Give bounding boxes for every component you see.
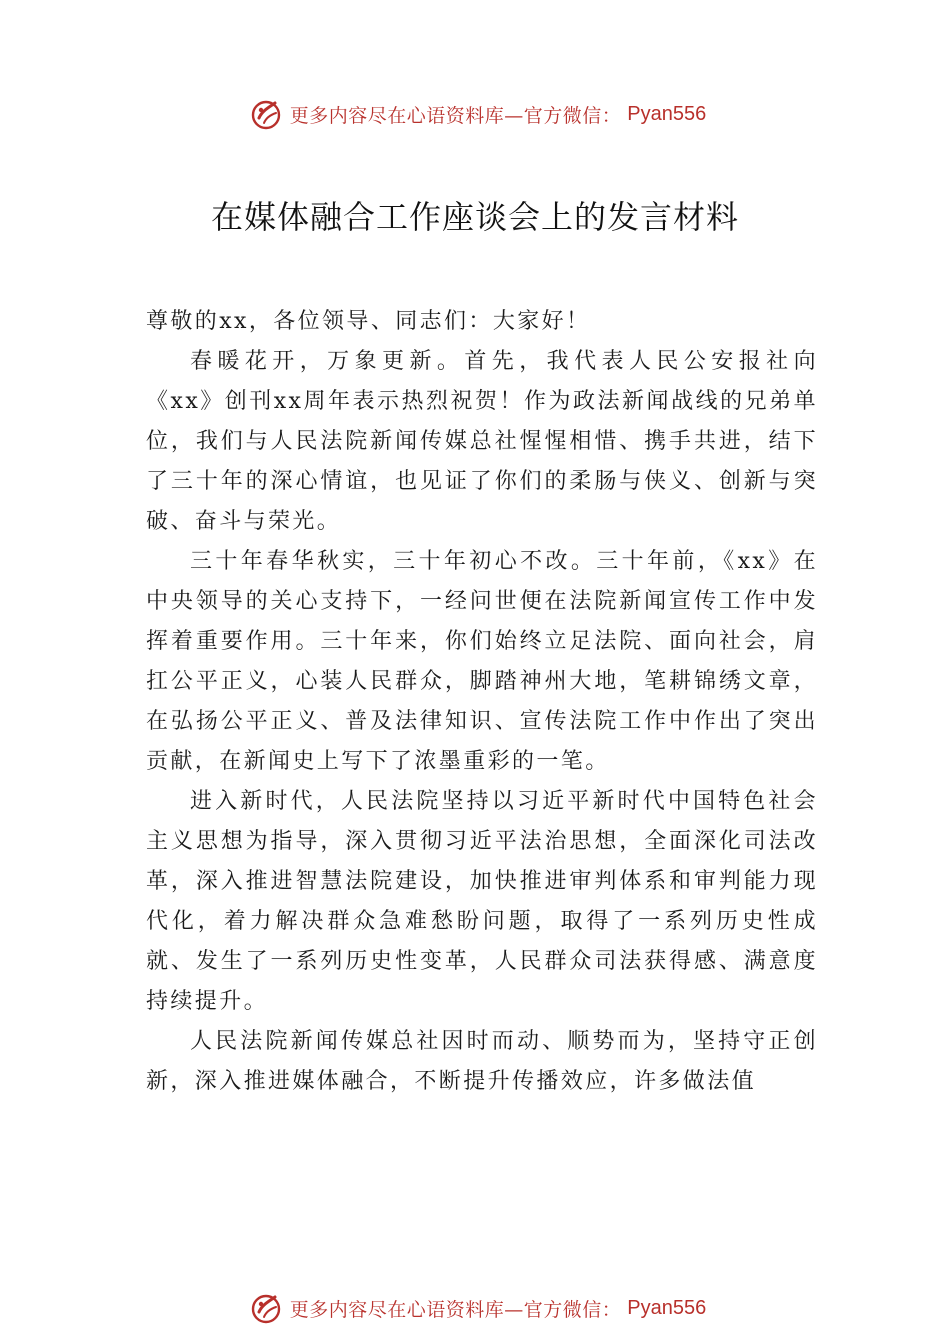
header-banner-inner [248, 96, 706, 132]
footer-wechat-id: Pyan556 [627, 1296, 707, 1319]
footer-banner [0, 1288, 950, 1328]
document-body [146, 302, 818, 1102]
footer-banner-text: 更多内容尽在心语资料库—官方微信： [289, 1298, 622, 1321]
paragraph-4: 人民法院新闻传媒总社因时而动、顺势而为，坚持守正创新，深入推进媒体融合，不断提升传播效应，许多做法值 [146, 1029, 818, 1094]
brush-heart-logo-icon [248, 96, 284, 132]
header-banner-text: 更多内容尽在心语资料库—官方微信： [289, 104, 622, 127]
paragraph-1: 春暖花开，万象更新。首先，我代表人民公安报社向《xx》创刊xx周年表示热烈祝贺！作为政法新闻战线的兄弟单位，我们与人民法院新闻传媒总社惺惺相惜、携手共进，结下了三十年的深心情谊，也见证了你们的柔肠与侠义、创新与突破、奋斗与荣光。 [146, 349, 818, 534]
document-title: 在媒体融合工作座谈会上的发言材料 [210, 198, 739, 236]
brush-heart-logo-icon [248, 1290, 284, 1326]
header-banner [0, 94, 950, 134]
salutation: 尊敬的xx，各位领导、同志们：大家好！ [146, 309, 591, 334]
paragraph-2: 三十年春华秋实，三十年初心不改。三十年前，《xx》在中央领导的关心支持下，一经问世便在法院新闻宣传工作中发挥着重要作用。三十年来，你们始终立足法院、面向社会，肩扛公平正义，心装人民群众，脚踏神州大地，笔耕锦绣文章，在弘扬公平正义、普及法律知识、宣传法院工作中作出了突出贡献，在新闻史上写下了浓墨重彩的一笔。 [146, 549, 818, 774]
header-wechat-id: Pyan556 [627, 102, 707, 125]
paragraph-3: 进入新时代，人民法院坚持以习近平新时代中国特色社会主义思想为指导，深入贯彻习近平法治思想，全面深化司法改革，深入推进智慧法院建设，加快推进审判体系和审判能力现代化，着力解决群众急难愁盼问题，取得了一系列历史性成就、发生了一系列历史性变革，人民群众司法获得感、满意度持续提升。 [146, 789, 818, 1014]
footer-banner-inner [248, 1290, 706, 1326]
